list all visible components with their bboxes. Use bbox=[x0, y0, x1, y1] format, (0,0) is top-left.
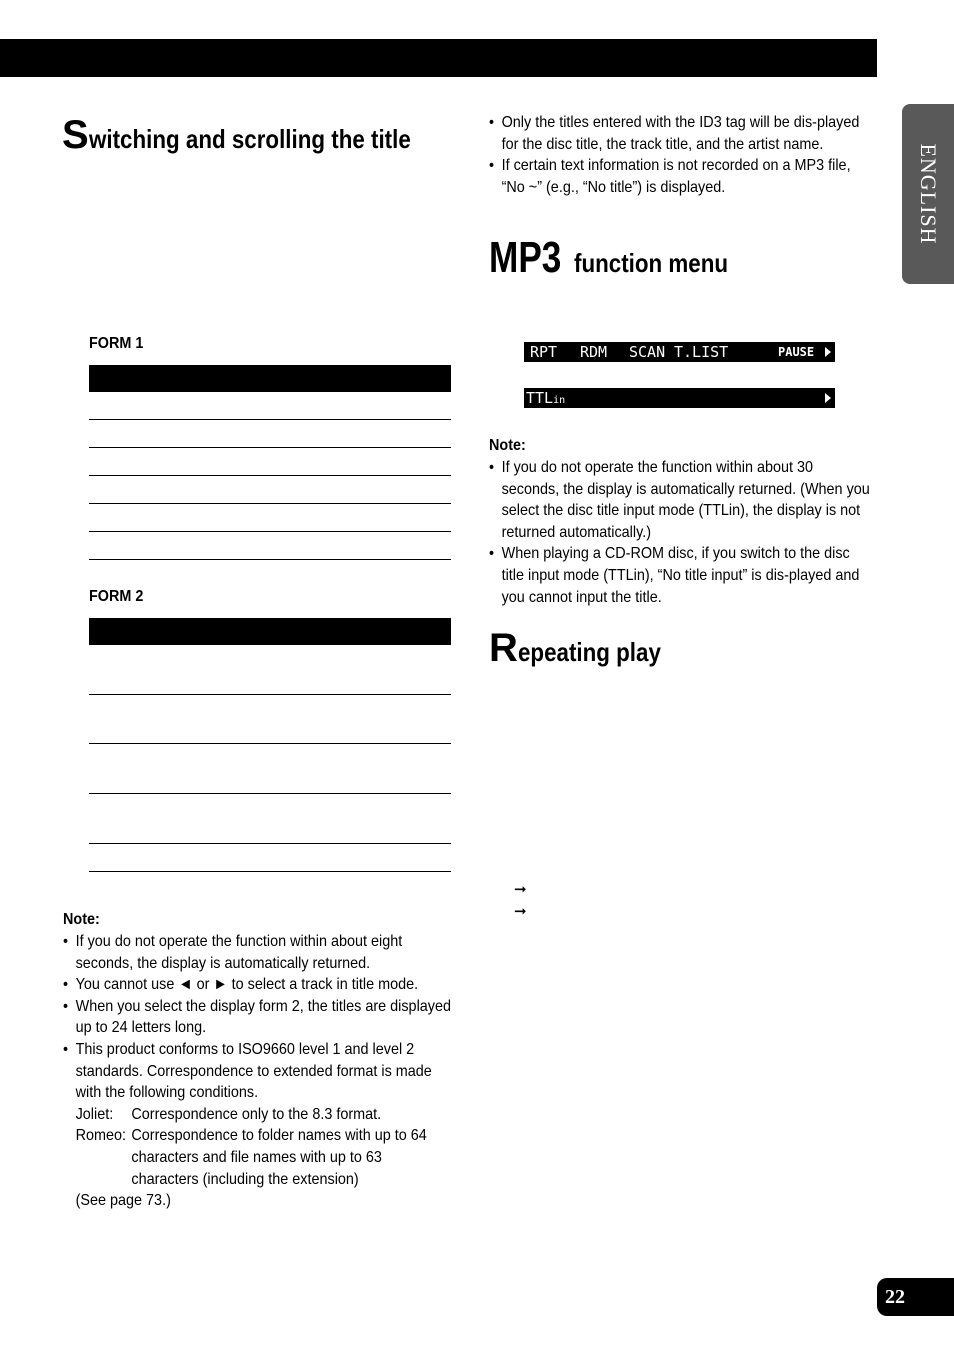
section-heading-switching bbox=[62, 115, 463, 155]
note-item: • You cannot use ◄ or ► to select a track in title mode. bbox=[63, 974, 452, 996]
table-row bbox=[89, 448, 451, 476]
table-row bbox=[89, 744, 451, 794]
heading-text: function menu bbox=[573, 248, 728, 278]
heading-text: witching and scrolling the title bbox=[88, 124, 411, 154]
form2-table bbox=[89, 618, 451, 872]
condition-key: Joliet: bbox=[75, 1105, 114, 1123]
note-item: • This product conforms to ISO9660 level 1 and level 2 standards. Correspondence to extended format is made with the following conditions. bbox=[63, 1039, 452, 1104]
heading-initial: S bbox=[62, 113, 89, 157]
header-bar bbox=[0, 39, 877, 77]
table-row bbox=[89, 532, 451, 560]
note-item: • If you do not operate the function within about eight seconds, the display is automatically returned. bbox=[63, 931, 452, 974]
table-row bbox=[89, 695, 451, 744]
form1-label: FORM 1 bbox=[89, 335, 144, 352]
section-heading-repeating bbox=[489, 628, 684, 668]
lcd-pause: PAUSE bbox=[778, 345, 815, 359]
table-row bbox=[89, 392, 451, 420]
language-tab bbox=[902, 104, 954, 284]
lcd-item: RDM bbox=[580, 343, 608, 361]
lcd-function-menu bbox=[524, 342, 835, 362]
lcd-item: T.LIST bbox=[674, 343, 729, 361]
table-header bbox=[89, 618, 451, 645]
right-arrow-icon bbox=[825, 393, 831, 403]
note-item: • When you select the display form 2, the titles are displayed up to 24 letters long. bbox=[63, 996, 452, 1039]
table-row bbox=[89, 844, 451, 872]
arrow-icon: ➞ bbox=[514, 903, 527, 920]
language-tab-label: ENGLISH bbox=[916, 143, 941, 245]
table-header bbox=[89, 365, 451, 392]
conditions-list bbox=[63, 1104, 452, 1212]
bullet-item: • If certain text information is not recorded on a MP3 file, “No ~” (e.g., “No title”) is displayed. bbox=[489, 155, 872, 198]
table-row bbox=[89, 645, 451, 695]
condition-value: Correspondence only to the 8.3 format. bbox=[131, 1105, 382, 1123]
lcd-item: SCAN bbox=[629, 343, 666, 361]
table-row bbox=[89, 420, 451, 448]
heading-initial: R bbox=[489, 626, 518, 670]
page-number: 22 bbox=[877, 1278, 954, 1316]
bullet-item: • Only the titles entered with the ID3 tag will be dis-played for the disc title, the track title, and the artist name. bbox=[489, 112, 872, 155]
form2-label: FORM 2 bbox=[89, 588, 144, 605]
heading-mp3: MP3 bbox=[489, 233, 562, 282]
lcd-item: TTLin bbox=[526, 389, 566, 407]
condition-row bbox=[76, 1125, 452, 1190]
note-item: • When playing a CD-ROM disc, if you switch to the disc title input mode (TTLin), “No title input” is dis-played and you cannot input the title. bbox=[489, 543, 872, 608]
lcd-title-input bbox=[524, 388, 835, 408]
arrow-icon: ➞ bbox=[514, 881, 527, 898]
table-row bbox=[89, 504, 451, 532]
note-label: Note: bbox=[489, 437, 526, 454]
see-page-ref: (See page 73.) bbox=[75, 1192, 171, 1210]
table-row bbox=[89, 794, 451, 844]
section-heading-mp3 bbox=[489, 233, 753, 282]
left-notes bbox=[63, 931, 452, 1212]
note-label: Note: bbox=[63, 911, 100, 928]
right-notes bbox=[489, 457, 872, 608]
condition-value: Correspondence to folder names with up to 64 characters and file names with up to 63 characters (including the extension) bbox=[131, 1127, 427, 1188]
right-arrow-icon bbox=[825, 347, 831, 357]
form1-table bbox=[89, 365, 451, 560]
note-item: • If you do not operate the function within about 30 seconds, the display is automatically returned. (When you select the disc title input mode (TTLin), the display is not returned automatically.) bbox=[489, 457, 872, 543]
right-top-bullets bbox=[489, 112, 872, 198]
condition-row bbox=[76, 1104, 452, 1126]
heading-text: epeating play bbox=[517, 637, 661, 667]
condition-key: Romeo: bbox=[75, 1127, 127, 1145]
table-row bbox=[89, 476, 451, 504]
lcd-item: RPT bbox=[530, 343, 558, 361]
